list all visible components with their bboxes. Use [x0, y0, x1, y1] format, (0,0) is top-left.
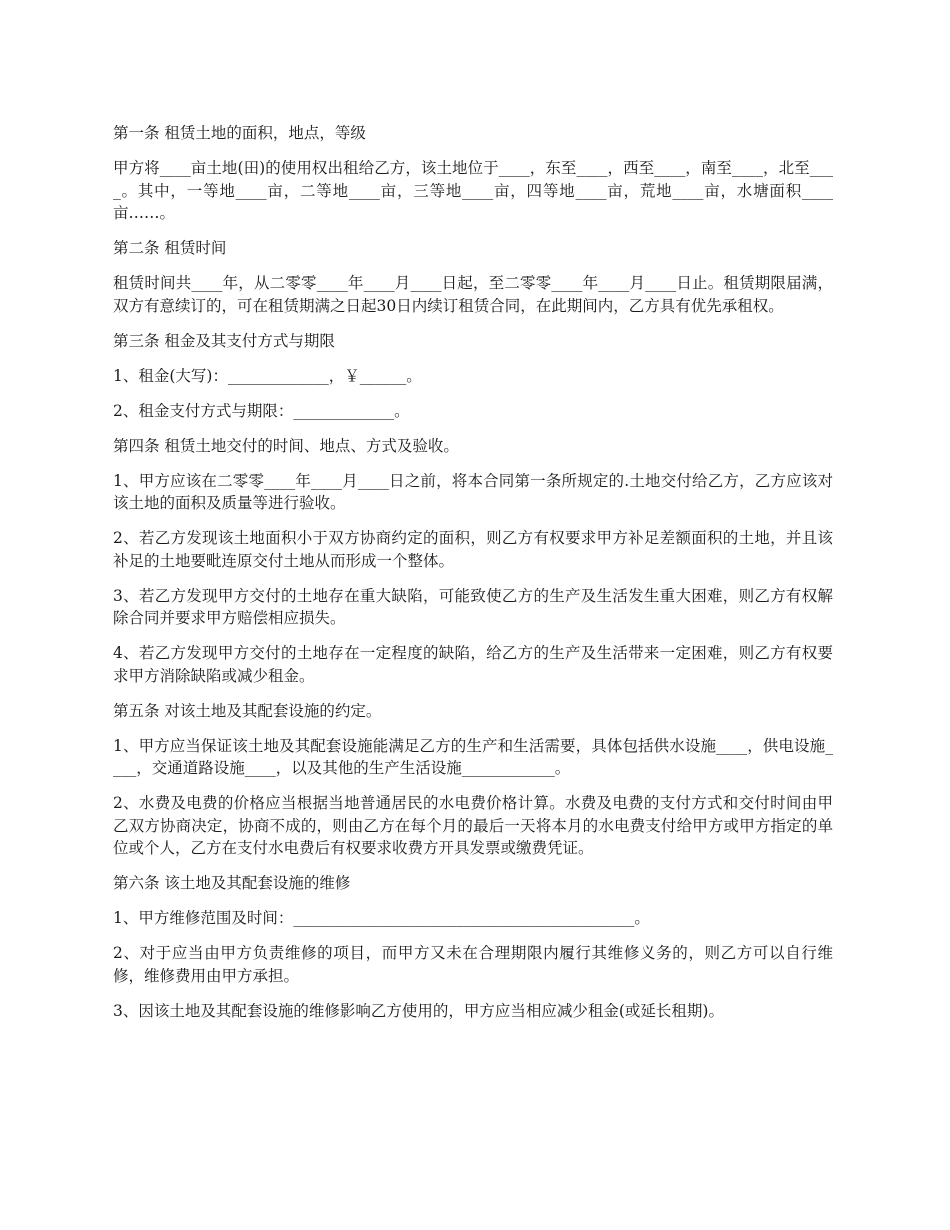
article-6-clause-3: 3、因该土地及其配套设施的维修影响乙方使用的，甲方应当相应减少租金(或延长租期)。 [113, 1001, 724, 1020]
article-1-body: 甲方将____亩土地(田)的使用权出租给乙方，该土地位于____，东至____，西至____，南至____，北至____。其中，一等地____亩，二等地____亩，三等地____亩，四等地____亩，荒地____亩，水塘面积____亩……。 [113, 159, 833, 222]
article-3-heading: 第三条 租金及其支付方式与期限 [113, 331, 335, 350]
article-1-heading: 第一条 租赁土地的面积，地点，等级 [113, 124, 366, 142]
article-4-clause-1: 1、甲方应该在二零零____年____月____日之前，将本合同第一条所规定的.土地交付给乙方，乙方应该对该土地的面积及质量等进行验收。 [113, 471, 833, 512]
article-3-clause-2: 2、租金支付方式与期限：_____________。 [113, 401, 410, 420]
article-6-heading: 第六条 该土地及其配套设施的维修 [113, 874, 351, 892]
article-2-heading: 第二条 租赁时间 [113, 239, 227, 257]
article-5-heading: 第五条 对该土地及其配套设施的约定。 [113, 701, 382, 720]
article-3-clause-1: 1、租金(大写)：_____________，￥______。 [113, 366, 422, 385]
article-4-clause-3: 3、若乙方发现甲方交付的土地存在重大缺陷，可能致使乙方的生产及生活发生重大困难，则乙方有权解除合同并要求甲方赔偿相应损失。 [113, 586, 833, 627]
article-4-clause-4: 4、若乙方发现甲方交付的土地存在一定程度的缺陷，给乙方的生产及生活带来一定困难，则乙方有权要求甲方消除缺陷或减少租金。 [113, 644, 833, 685]
document-page [113, 122, 833, 1035]
article-5-clause-2: 2、水费及电费的价格应当根据当地普通居民的水电费价格计算。水费及电费的支付方式和交付时间由甲乙双方协商决定，协商不成的，则由乙方在每个月的最后一天将本月的水电费支付给甲方或甲方指定的单位或个人，乙方在支付水电费后有权要求收费方开具发票或缴费凭证。 [113, 794, 833, 857]
article-6-clause-2: 2、对于应当由甲方负责维修的项目，而甲方又未在合理期限内履行其维修义务的，则乙方可以自行维修，维修费用由甲方承担。 [113, 944, 833, 985]
article-2-body: 租赁时间共____年，从二零零____年____月____日起，至二零零____年____月____日止。租赁期限届满，双方有意续订的，可在租赁期满之日起30日内续订租赁合同，在此期间内，乙方具有优先承租权。 [113, 274, 833, 315]
article-4-clause-2: 2、若乙方发现该土地面积小于双方协商约定的面积，则乙方有权要求甲方补足差额面积的土地，并且该补足的土地要毗连原交付土地从而形成一个整体。 [113, 529, 833, 570]
article-6-clause-1: 1、甲方维修范围及时间：____________________________________________。 [113, 909, 650, 927]
article-4-heading: 第四条 租赁土地交付的时间、地点、方式及验收。 [113, 436, 459, 455]
article-5-clause-1: 1、甲方应当保证该土地及其配套设施能满足乙方的生产和生活需要，具体包括供水设施____，供电设施____，交通道路设施____，以及其他的生产生活设施____________。 [113, 736, 833, 777]
